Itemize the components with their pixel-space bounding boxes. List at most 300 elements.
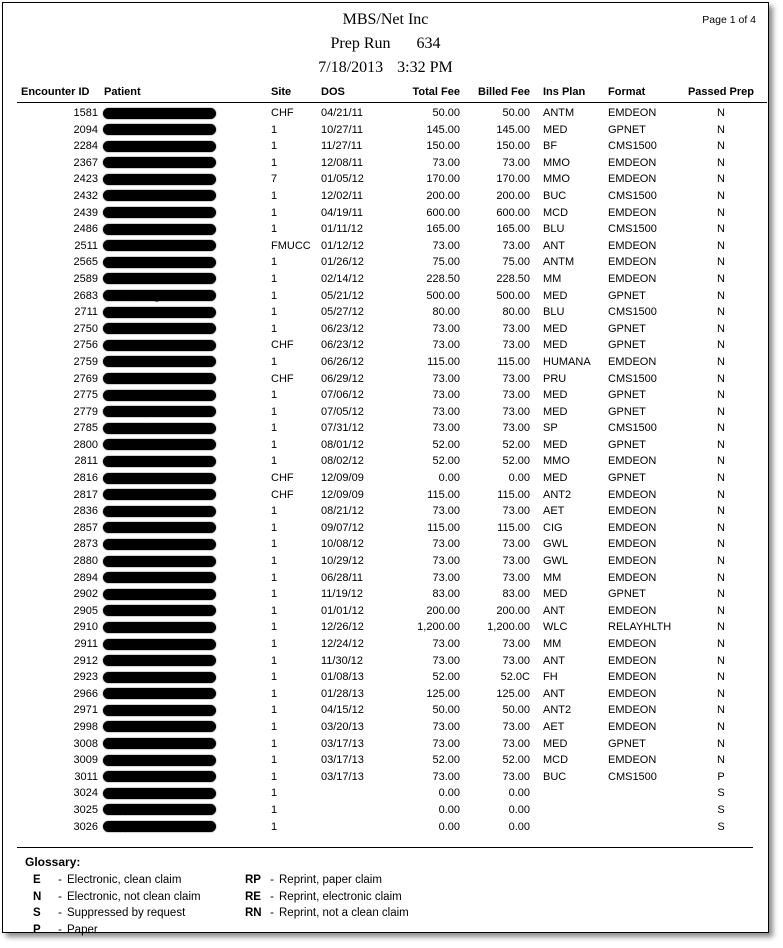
patient-cell [98, 636, 265, 653]
passed-prep-cell: N [717, 754, 725, 767]
format-cell: EMDEON [608, 505, 657, 518]
column-header-patient: Patient [104, 86, 141, 98]
passed-prep-cell: P [717, 770, 725, 783]
format-cell: GPNET [608, 588, 646, 601]
total-fee-cell: 73.00 [432, 405, 460, 418]
patient-cell [98, 371, 265, 388]
ins-plan-cell: MED [543, 123, 568, 136]
table-row [17, 719, 767, 736]
ins-plan-cell: MED [543, 389, 568, 402]
glossary-entry [33, 872, 245, 889]
passed-prep-cell: N [717, 107, 725, 119]
patient-cell [98, 337, 265, 354]
glossary-separator: - [58, 923, 62, 936]
redaction-bar [103, 688, 216, 699]
table-row [17, 570, 767, 587]
encounter-id-cell: 3025 [73, 803, 98, 816]
encounter-id-cell: 2565 [73, 256, 98, 269]
redaction-bar [103, 755, 216, 766]
format-cell: EMDEON [608, 604, 657, 617]
dos-cell: 11/30/12 [321, 654, 364, 667]
total-fee-cell: 52.00 [432, 438, 460, 451]
site-cell: 1 [271, 621, 278, 634]
table-row [17, 487, 767, 504]
patient-cell [98, 586, 265, 603]
table-row [17, 736, 767, 753]
passed-prep-cell: N [717, 339, 725, 352]
encounter-id-cell: 1581 [73, 107, 98, 119]
format-cell: EMDEON [608, 671, 657, 684]
site-cell: 1 [271, 521, 278, 534]
format-cell: EMDEON [608, 687, 657, 700]
encounter-id-cell: 2759 [73, 355, 98, 368]
billed-fee-cell: 0.00 [508, 472, 530, 485]
dos-cell: 06/28/11 [321, 571, 364, 584]
patient-cell [98, 553, 265, 570]
redaction-bar [103, 788, 216, 799]
page-indicator: Page 1 of 4 [702, 14, 756, 26]
format-cell: EMDEON [608, 571, 657, 584]
passed-prep-cell: N [717, 256, 725, 269]
report-header [3, 3, 768, 80]
patient-cell [98, 105, 265, 122]
site-cell: 1 [271, 272, 278, 285]
dos-cell: 11/19/12 [321, 588, 364, 601]
ins-plan-cell [530, 819, 603, 836]
billed-fee-cell: 200.00 [496, 189, 530, 202]
ins-plan-cell: MM [543, 272, 562, 285]
encounter-id-cell: 2873 [73, 538, 98, 551]
dos-cell [319, 819, 403, 836]
total-fee-cell: 52.00 [432, 455, 460, 468]
table-row [17, 371, 767, 388]
patient-cell [98, 470, 265, 487]
patient-cell [98, 453, 265, 470]
format-cell: EMDEON [608, 638, 657, 650]
encounter-id-cell: 2284 [73, 140, 98, 153]
encounter-id-cell: 2894 [73, 571, 98, 584]
glossary-code: RN [245, 907, 262, 920]
patient-cell [98, 520, 265, 537]
dos-cell: 12/08/11 [321, 156, 364, 169]
billed-fee-cell: 73.00 [502, 770, 530, 783]
encounter-id-cell: 2511 [74, 239, 98, 252]
table-row [17, 453, 767, 470]
format-cell: GPNET [608, 405, 646, 418]
redaction-bar [103, 124, 216, 135]
table-row [17, 603, 767, 620]
redaction-bar [103, 190, 216, 201]
redaction-bar [103, 672, 216, 683]
passed-prep-cell: N [717, 389, 725, 402]
glossary-description: Electronic, clean claim [67, 874, 182, 887]
billed-fee-cell: 73.00 [502, 422, 530, 435]
redaction-bar [103, 489, 216, 500]
ins-plan-cell: MED [543, 588, 568, 601]
table-row [17, 619, 767, 636]
ins-plan-cell: ANT2 [543, 488, 572, 501]
site-cell: 1 [271, 588, 278, 601]
ins-plan-cell: AET [543, 505, 565, 518]
format-cell: EMDEON [608, 538, 657, 551]
dos-cell: 03/17/13 [321, 737, 364, 750]
redaction-bar [103, 423, 216, 434]
encounter-id-cell: 2750 [73, 322, 98, 335]
total-fee-cell: 200.00 [426, 604, 460, 617]
patient-cell [98, 669, 265, 686]
total-fee-cell: 73.00 [432, 571, 460, 584]
glossary-code: RP [245, 874, 261, 887]
passed-prep-cell: N [717, 505, 725, 518]
total-fee-cell: 73.00 [432, 654, 460, 667]
redaction-bar [103, 207, 216, 218]
total-fee-cell: 115.00 [427, 521, 460, 534]
ins-plan-cell: MED [543, 737, 568, 750]
format-cell: EMDEON [608, 488, 657, 501]
patient-cell [98, 188, 265, 205]
ins-plan-cell: MED [543, 472, 568, 485]
format-cell: EMDEON [608, 206, 657, 219]
ins-plan-cell: BUC [543, 189, 567, 202]
format-cell: GPNET [608, 438, 646, 451]
encounter-id-cell: 2775 [73, 389, 98, 402]
passed-prep-cell: N [717, 455, 725, 468]
table-row [17, 686, 767, 703]
billed-fee-cell: 73.00 [502, 239, 530, 252]
encounter-id-cell: 2432 [73, 189, 98, 202]
total-fee-cell: 170.00 [426, 173, 460, 186]
site-cell: 1 [271, 671, 278, 684]
passed-prep-cell: N [717, 737, 725, 750]
redaction-bar [103, 290, 216, 301]
redaction-bar [103, 705, 216, 716]
passed-prep-cell: N [717, 289, 725, 302]
glossary-description: Paper [67, 923, 98, 936]
total-fee-cell: 600.00 [426, 206, 460, 219]
glossary-separator: - [270, 907, 274, 920]
ins-plan-cell: BLU [543, 223, 565, 236]
billed-fee-cell: 73.00 [502, 555, 530, 568]
encounter-id-cell: 2910 [73, 621, 98, 634]
site-cell: 1 [271, 737, 278, 750]
encounter-id-cell: 2800 [73, 438, 98, 451]
site-cell: 1 [271, 704, 278, 717]
patient-cell [98, 387, 265, 404]
billed-fee-cell: 73.00 [502, 389, 530, 402]
redaction-bar [103, 439, 216, 450]
redaction-bar [103, 771, 216, 782]
patient-cell [98, 603, 265, 620]
passed-prep-cell: N [717, 306, 725, 319]
format-cell: EMDEON [608, 256, 657, 269]
billed-fee-cell: 52.00 [502, 438, 530, 451]
report-subtitle [3, 32, 768, 56]
glossary-code: N [33, 890, 42, 903]
billed-fee-cell: 125.00 [496, 687, 530, 700]
encounter-id-cell: 2589 [73, 272, 98, 285]
dos-cell: 07/05/12 [321, 405, 364, 418]
format-cell: EMDEON [608, 754, 657, 767]
ins-plan-cell: HUMANA [543, 355, 591, 368]
ins-plan-cell: BLU [543, 306, 565, 319]
billed-fee-cell: 0.00 [508, 820, 530, 833]
table-row [17, 503, 767, 520]
glossary-entry [245, 889, 409, 906]
dos-cell: 05/27/12 [321, 306, 364, 319]
format-cell: GPNET [608, 339, 646, 352]
total-fee-cell: 73.00 [432, 322, 460, 335]
patient-cell [98, 570, 265, 587]
patient-cell [98, 155, 265, 172]
passed-prep-cell: N [717, 372, 725, 385]
patient-cell [98, 437, 265, 454]
table-row [17, 819, 767, 836]
ins-plan-cell: ANT [543, 654, 565, 667]
dos-cell: 10/27/11 [321, 123, 364, 136]
ins-plan-cell: FH [543, 671, 558, 684]
encounter-id-cell: 2486 [73, 223, 98, 236]
format-cell: EMDEON [608, 355, 657, 368]
table-row [17, 653, 767, 670]
billed-fee-cell: 73.00 [502, 505, 530, 518]
billed-fee-cell: 52.00 [502, 754, 530, 767]
passed-prep-cell: N [717, 123, 725, 136]
total-fee-cell: 73.00 [432, 422, 460, 435]
passed-prep-cell: N [717, 438, 725, 451]
report-date: 7/18/2013 [318, 59, 384, 76]
format-cell: EMDEON [608, 720, 657, 733]
passed-prep-cell: N [717, 189, 725, 202]
format-cell: EMDEON [608, 239, 657, 252]
passed-prep-cell: N [717, 687, 725, 700]
billed-fee-cell: 150.00 [496, 140, 530, 153]
encounter-id-cell: 3008 [73, 737, 98, 750]
billed-fee-cell: 165.00 [496, 223, 530, 236]
glossary-separator: - [58, 907, 62, 920]
encounter-id-cell: 3009 [73, 754, 98, 767]
redaction-bar [103, 589, 216, 600]
encounter-id-cell: 2971 [73, 704, 98, 717]
dos-cell: 04/21/11 [321, 107, 364, 119]
glossary-entry [33, 922, 245, 939]
total-fee-cell: 80.00 [432, 306, 460, 319]
table-row [17, 271, 767, 288]
ins-plan-cell: MMO [543, 156, 570, 169]
ins-plan-cell: CIG [543, 521, 563, 534]
format-cell: EMDEON [608, 555, 657, 568]
patient-cell [98, 171, 265, 188]
dos-cell: 01/12/12 [321, 239, 364, 252]
encounter-id-cell: 2857 [73, 521, 98, 534]
format-cell: GPNET [608, 389, 646, 402]
billed-fee-cell: 80.00 [502, 306, 530, 319]
site-cell: FMUCC [271, 239, 311, 252]
redaction-bar [103, 721, 216, 732]
total-fee-cell: 73.00 [432, 156, 460, 169]
site-cell: 1 [271, 638, 278, 650]
table-row [17, 387, 767, 404]
total-fee-cell: 73.00 [432, 638, 460, 650]
glossary-description: Reprint, not a clean claim [279, 907, 409, 920]
table-row [17, 138, 767, 155]
total-fee-cell: 145.00 [426, 123, 460, 136]
column-header-dos: DOS [321, 86, 345, 98]
site-cell: 1 [271, 720, 278, 733]
patient-cell [98, 503, 265, 520]
glossary-heading: Glossary: [25, 855, 81, 870]
table-row [17, 437, 767, 454]
table-row [17, 205, 767, 222]
format-cell: GPNET [608, 322, 646, 335]
prep-run-label: Prep Run [330, 35, 391, 52]
ins-plan-cell: MED [543, 289, 568, 302]
total-fee-cell: 83.00 [432, 588, 460, 601]
format-cell: EMDEON [608, 156, 657, 169]
format-cell: EMDEON [608, 654, 657, 667]
billed-fee-cell: 73.00 [502, 538, 530, 551]
encounter-id-cell: 2911 [74, 638, 98, 650]
table-row [17, 420, 767, 437]
redaction-bar [103, 456, 216, 467]
passed-prep-cell: N [717, 571, 725, 584]
billed-fee-cell: 0.00 [508, 787, 530, 800]
glossary-description: Reprint, electronic claim [279, 890, 402, 903]
billed-fee-cell: 228.50 [496, 272, 530, 285]
redaction-bar [103, 323, 216, 334]
report-title: MBS/Net Inc [342, 11, 429, 28]
patient-cell [98, 254, 265, 271]
patient-cell [98, 304, 265, 321]
total-fee-cell: 50.00 [432, 107, 460, 119]
dos-cell: 12/24/12 [321, 638, 364, 650]
site-cell: CHF [271, 372, 294, 385]
total-fee-cell: 228.50 [426, 272, 460, 285]
patient-cell [98, 719, 265, 736]
encounter-id-cell: 2711 [74, 306, 98, 319]
encounter-id-cell: 2094 [73, 123, 98, 136]
dos-cell: 12/09/09 [321, 488, 364, 501]
ins-plan-cell: PRU [543, 372, 567, 385]
redaction-bar [103, 539, 216, 550]
redaction-bar [103, 738, 216, 749]
dos-cell: 01/01/12 [321, 604, 364, 617]
passed-prep-cell: N [717, 555, 725, 568]
dos-cell: 01/26/12 [321, 256, 364, 269]
format-cell: CMS1500 [608, 422, 657, 435]
ins-plan-cell: AET [543, 720, 565, 733]
site-cell: 1 [271, 256, 278, 269]
dos-cell: 05/21/12 [321, 289, 364, 302]
total-fee-cell: 73.00 [432, 538, 460, 551]
site-cell: 1 [271, 505, 278, 518]
glossary-separator: - [58, 874, 62, 887]
site-cell: 1 [271, 322, 278, 335]
redaction-bar [103, 356, 216, 367]
encounter-id-cell: 2811 [74, 455, 98, 468]
billed-fee-cell: 52.00 [502, 455, 530, 468]
patient-cell [98, 736, 265, 753]
redaction-bar [103, 622, 216, 633]
passed-prep-cell: N [717, 272, 725, 285]
format-cell [603, 785, 675, 802]
report-page [2, 2, 769, 936]
billed-fee-cell: 170.00 [496, 173, 530, 186]
passed-prep-cell: N [717, 422, 725, 435]
format-cell: EMDEON [608, 107, 657, 119]
dos-cell: 06/23/12 [321, 322, 364, 335]
format-cell: GPNET [608, 737, 646, 750]
redaction-bar [103, 157, 216, 168]
passed-prep-cell: N [717, 206, 725, 219]
encounter-id-cell: 2817 [73, 488, 98, 501]
ins-plan-cell: SP [543, 422, 558, 435]
table-row [17, 785, 767, 802]
redaction-bar [103, 473, 216, 484]
patient-cell [98, 321, 265, 338]
encounter-id-cell: 2880 [73, 555, 98, 568]
table-row [17, 337, 767, 354]
total-fee-cell: 73.00 [432, 339, 460, 352]
passed-prep-cell: N [717, 704, 725, 717]
ins-plan-cell: MM [543, 571, 562, 584]
patient-cell [98, 686, 265, 703]
total-fee-cell: 0.00 [438, 787, 460, 800]
encounter-id-cell: 2367 [73, 156, 98, 169]
patient-cell [98, 819, 265, 836]
site-cell: 1 [271, 538, 278, 551]
dos-cell: 03/17/13 [321, 770, 364, 783]
total-fee-cell: 1,200.00 [417, 621, 460, 634]
site-cell: 1 [271, 555, 278, 568]
passed-prep-cell: N [717, 588, 725, 601]
site-cell: 1 [271, 820, 278, 833]
passed-prep-cell: N [717, 140, 725, 153]
column-header-passed-prep: Passed Prep [687, 86, 755, 98]
redaction-bar [103, 141, 216, 152]
dos-cell: 01/05/12 [321, 173, 364, 186]
format-cell: EMDEON [608, 704, 657, 717]
passed-prep-cell: N [717, 322, 725, 335]
dos-cell: 08/21/12 [321, 505, 364, 518]
table-row [17, 702, 767, 719]
format-cell: CMS1500 [608, 306, 657, 319]
encounter-id-cell: 2998 [73, 720, 98, 733]
ins-plan-cell: MM [543, 638, 562, 650]
glossary-entry [245, 872, 409, 889]
redaction-bar [103, 240, 216, 251]
redaction-bar [103, 174, 216, 185]
dos-cell: 01/11/12 [321, 223, 364, 236]
site-cell: 1 [271, 604, 278, 617]
site-cell: 1 [271, 422, 278, 435]
patient-cell [98, 221, 265, 238]
encounter-id-cell: 2423 [73, 173, 98, 186]
patient-cell [98, 702, 265, 719]
site-cell: CHF [271, 107, 294, 119]
billed-fee-cell: 73.00 [502, 405, 530, 418]
billed-fee-cell: 200.00 [496, 604, 530, 617]
table-row [17, 354, 767, 371]
format-cell: EMDEON [608, 455, 657, 468]
total-fee-cell: 200.00 [426, 189, 460, 202]
passed-prep-cell: N [717, 488, 725, 501]
table-row [17, 553, 767, 570]
site-cell: 1 [271, 787, 278, 800]
dos-cell: 01/28/13 [321, 687, 364, 700]
table-row [17, 105, 767, 122]
dos-cell: 07/31/12 [321, 422, 364, 435]
billed-fee-cell: 73.00 [502, 737, 530, 750]
